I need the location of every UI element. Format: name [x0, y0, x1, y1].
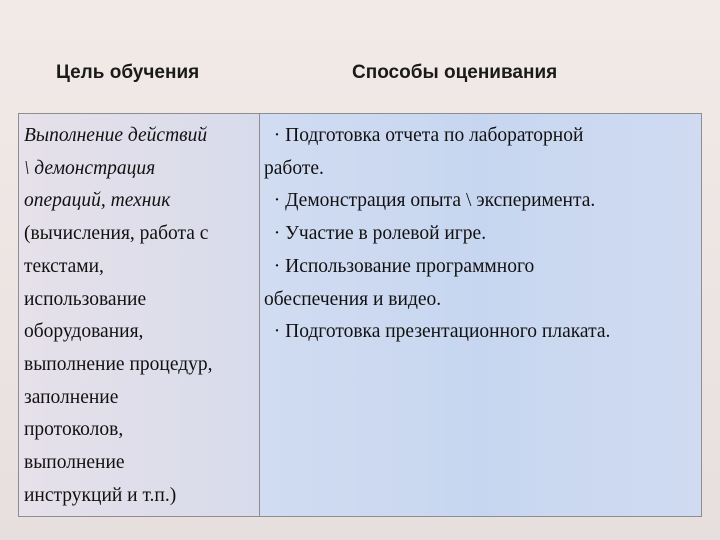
goal-line: выполнение процедур,: [24, 353, 213, 375]
table-header: [0, 52, 720, 96]
goal-line: использование: [24, 288, 147, 310]
goal-line: заполнение: [24, 386, 119, 408]
goal-line: выполнение: [24, 452, 125, 474]
goal-line: протоколов,: [24, 419, 124, 441]
goal-cell: [19, 114, 260, 516]
assessment-line: · Участие в ролевой игре.: [264, 223, 487, 245]
assessment-line: работе.: [264, 157, 324, 179]
goal-line: (вычисления, работа с: [24, 223, 209, 245]
assessment-cell: [260, 114, 701, 516]
goal-line: Выполнение действий: [24, 125, 208, 146]
column-header-assessment: Способы оценивания: [352, 62, 558, 83]
goal-line: инструкций и т.п.): [24, 484, 177, 506]
assessment-line: · Подготовка презентационного плаката.: [264, 321, 611, 343]
column-header-goal: Цель обучения: [56, 62, 200, 83]
assessment-line: · Демонстрация опыта \ эксперимента.: [264, 190, 596, 212]
content-table: [18, 113, 702, 517]
goal-line: \ демонстрация: [24, 157, 156, 179]
goal-line: оборудования,: [24, 321, 144, 343]
goal-line: текстами,: [24, 255, 104, 277]
assessment-line: · Подготовка отчета по лабораторной: [264, 125, 584, 146]
goal-line: операций, техник: [24, 190, 171, 212]
assessment-line: · Использование программного: [264, 255, 535, 277]
assessment-line: обеспечения и видео.: [264, 288, 442, 310]
